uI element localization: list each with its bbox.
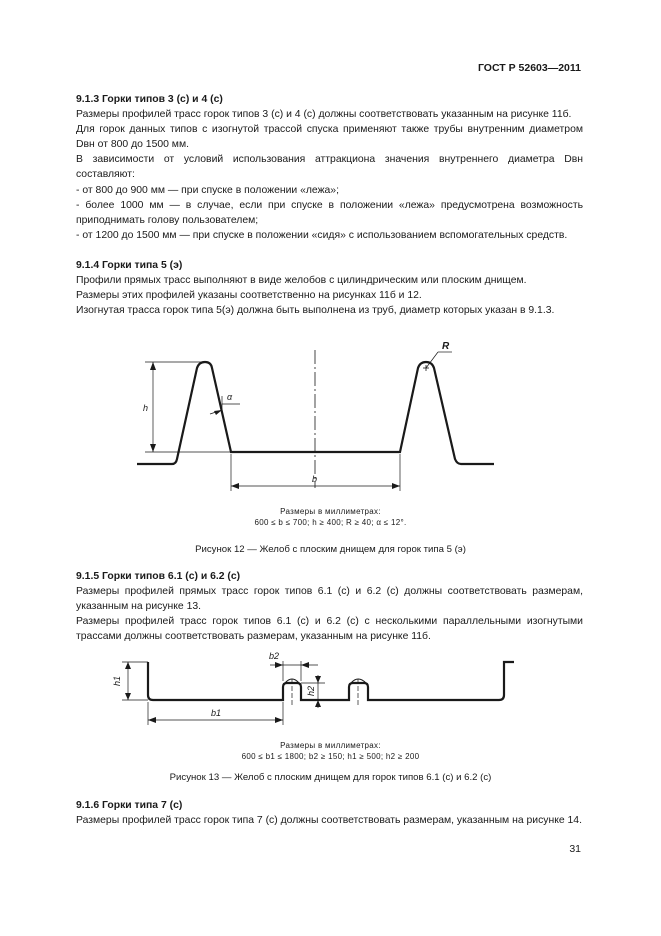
section-title: 9.1.6 Горки типа 7 (с) — [76, 800, 183, 811]
dim-r-label: R — [442, 341, 450, 352]
dims-heading: Размеры в миллиметрах: — [280, 741, 381, 750]
section-title: 9.1.5 Горки типов 6.1 (с) и 6.2 (с) — [76, 571, 241, 582]
section-title: 9.1.4 Горки типа 5 (э) — [76, 260, 183, 271]
figure-13-dims — [0, 740, 661, 762]
section-9-1-6 — [76, 798, 583, 828]
section-title: 9.1.3 Горки типов 3 (с) и 4 (с) — [76, 94, 223, 105]
paragraph: Для горок данных типов с изогнутой трассой спуска применяют также трубы внутренним диаметром Dвн от 800 до 1500 мм. — [76, 124, 583, 151]
section-9-1-4 — [76, 258, 583, 318]
dim-h1-label — [112, 676, 122, 686]
dim-h2-text: h2 — [306, 685, 316, 696]
figure-12-dims — [0, 506, 661, 528]
dim-h-label: h — [143, 403, 149, 413]
dim-h2-label — [306, 686, 316, 696]
paragraph: Размеры профилей прямых трасс горок типов 6.1 (с) и 6.2 (с) должны соответствовать размерам, указанным на рисунке 13. — [76, 586, 583, 613]
dim-h1-text: h1 — [112, 675, 122, 686]
paragraph: Размеры профилей трасс горок типа 7 (с) должны соответствовать размерам, указанным на рисунке 14. — [76, 815, 582, 827]
paragraph: Изогнутая трасса горок типа 5(э) должна быть выполнена из труб, диаметр которых указан в 9.1.3. — [76, 305, 555, 317]
dims-values: 600 ≤ b1 ≤ 1800; b2 ≥ 150; h1 ≥ 500; h2 ≥ 200 — [241, 752, 420, 761]
paragraph: Размеры профилей трасс горок типов 3 (с) и 4 (с) должны соответствовать указанным на рисунке 11б. — [76, 109, 572, 121]
dim-b1-label: b1 — [211, 708, 222, 718]
list-item: - от 1200 до 1500 мм — при спуске в положении «сидя» с использованием вспомогательных средств. — [76, 229, 568, 241]
list-item: - от 800 до 900 мм — при спуске в положении «лежа»; — [76, 184, 339, 196]
page-number: 31 — [569, 843, 581, 855]
dims-values: 600 ≤ b ≤ 700; h ≥ 400; R ≥ 40; α ≤ 12°. — [254, 518, 407, 527]
figure-13-caption: Рисунок 13 — Желоб с плоским днищем для горок типов 6.1 (с) и 6.2 (с) — [169, 772, 492, 783]
dim-b2-label: b2 — [269, 651, 280, 661]
figure-12-drawing — [0, 330, 661, 505]
section-9-1-5 — [76, 569, 583, 644]
paragraph: Размеры этих профилей указаны соответственно на рисунках 11б и 12. — [76, 290, 422, 302]
figure-12-caption: Рисунок 12 — Желоб с плоским днищем для горок типа 5 (э) — [195, 544, 466, 555]
dim-b-label: b — [312, 474, 318, 484]
dims-heading: Размеры в миллиметрах: — [280, 507, 381, 516]
figure-13-drawing — [0, 645, 661, 740]
section-9-1-3 — [76, 92, 583, 243]
paragraph: Профили прямых трасс выполняют в виде желобов с цилиндрическим или плоским днищем. — [76, 275, 527, 287]
paragraph: В зависимости от условий использования аттракциона значения внутреннего диаметра Dвн составляют: — [76, 154, 583, 181]
list-item: - более 1000 мм — в случае, если при спуске в положении «лежа» предусмотрена возможность приподнимать голову пользователем; — [76, 199, 583, 226]
paragraph: Размеры профилей трасс горок типов 6.1 (с) и 6.2 (с) с несколькими параллельными изогнутыми трассами должны соответствовать размерам, указанным на рисунке 11б. — [76, 616, 583, 643]
dim-alpha-label: α — [227, 392, 233, 402]
standard-header: ГОСТ Р 52603—2011 — [477, 62, 581, 74]
